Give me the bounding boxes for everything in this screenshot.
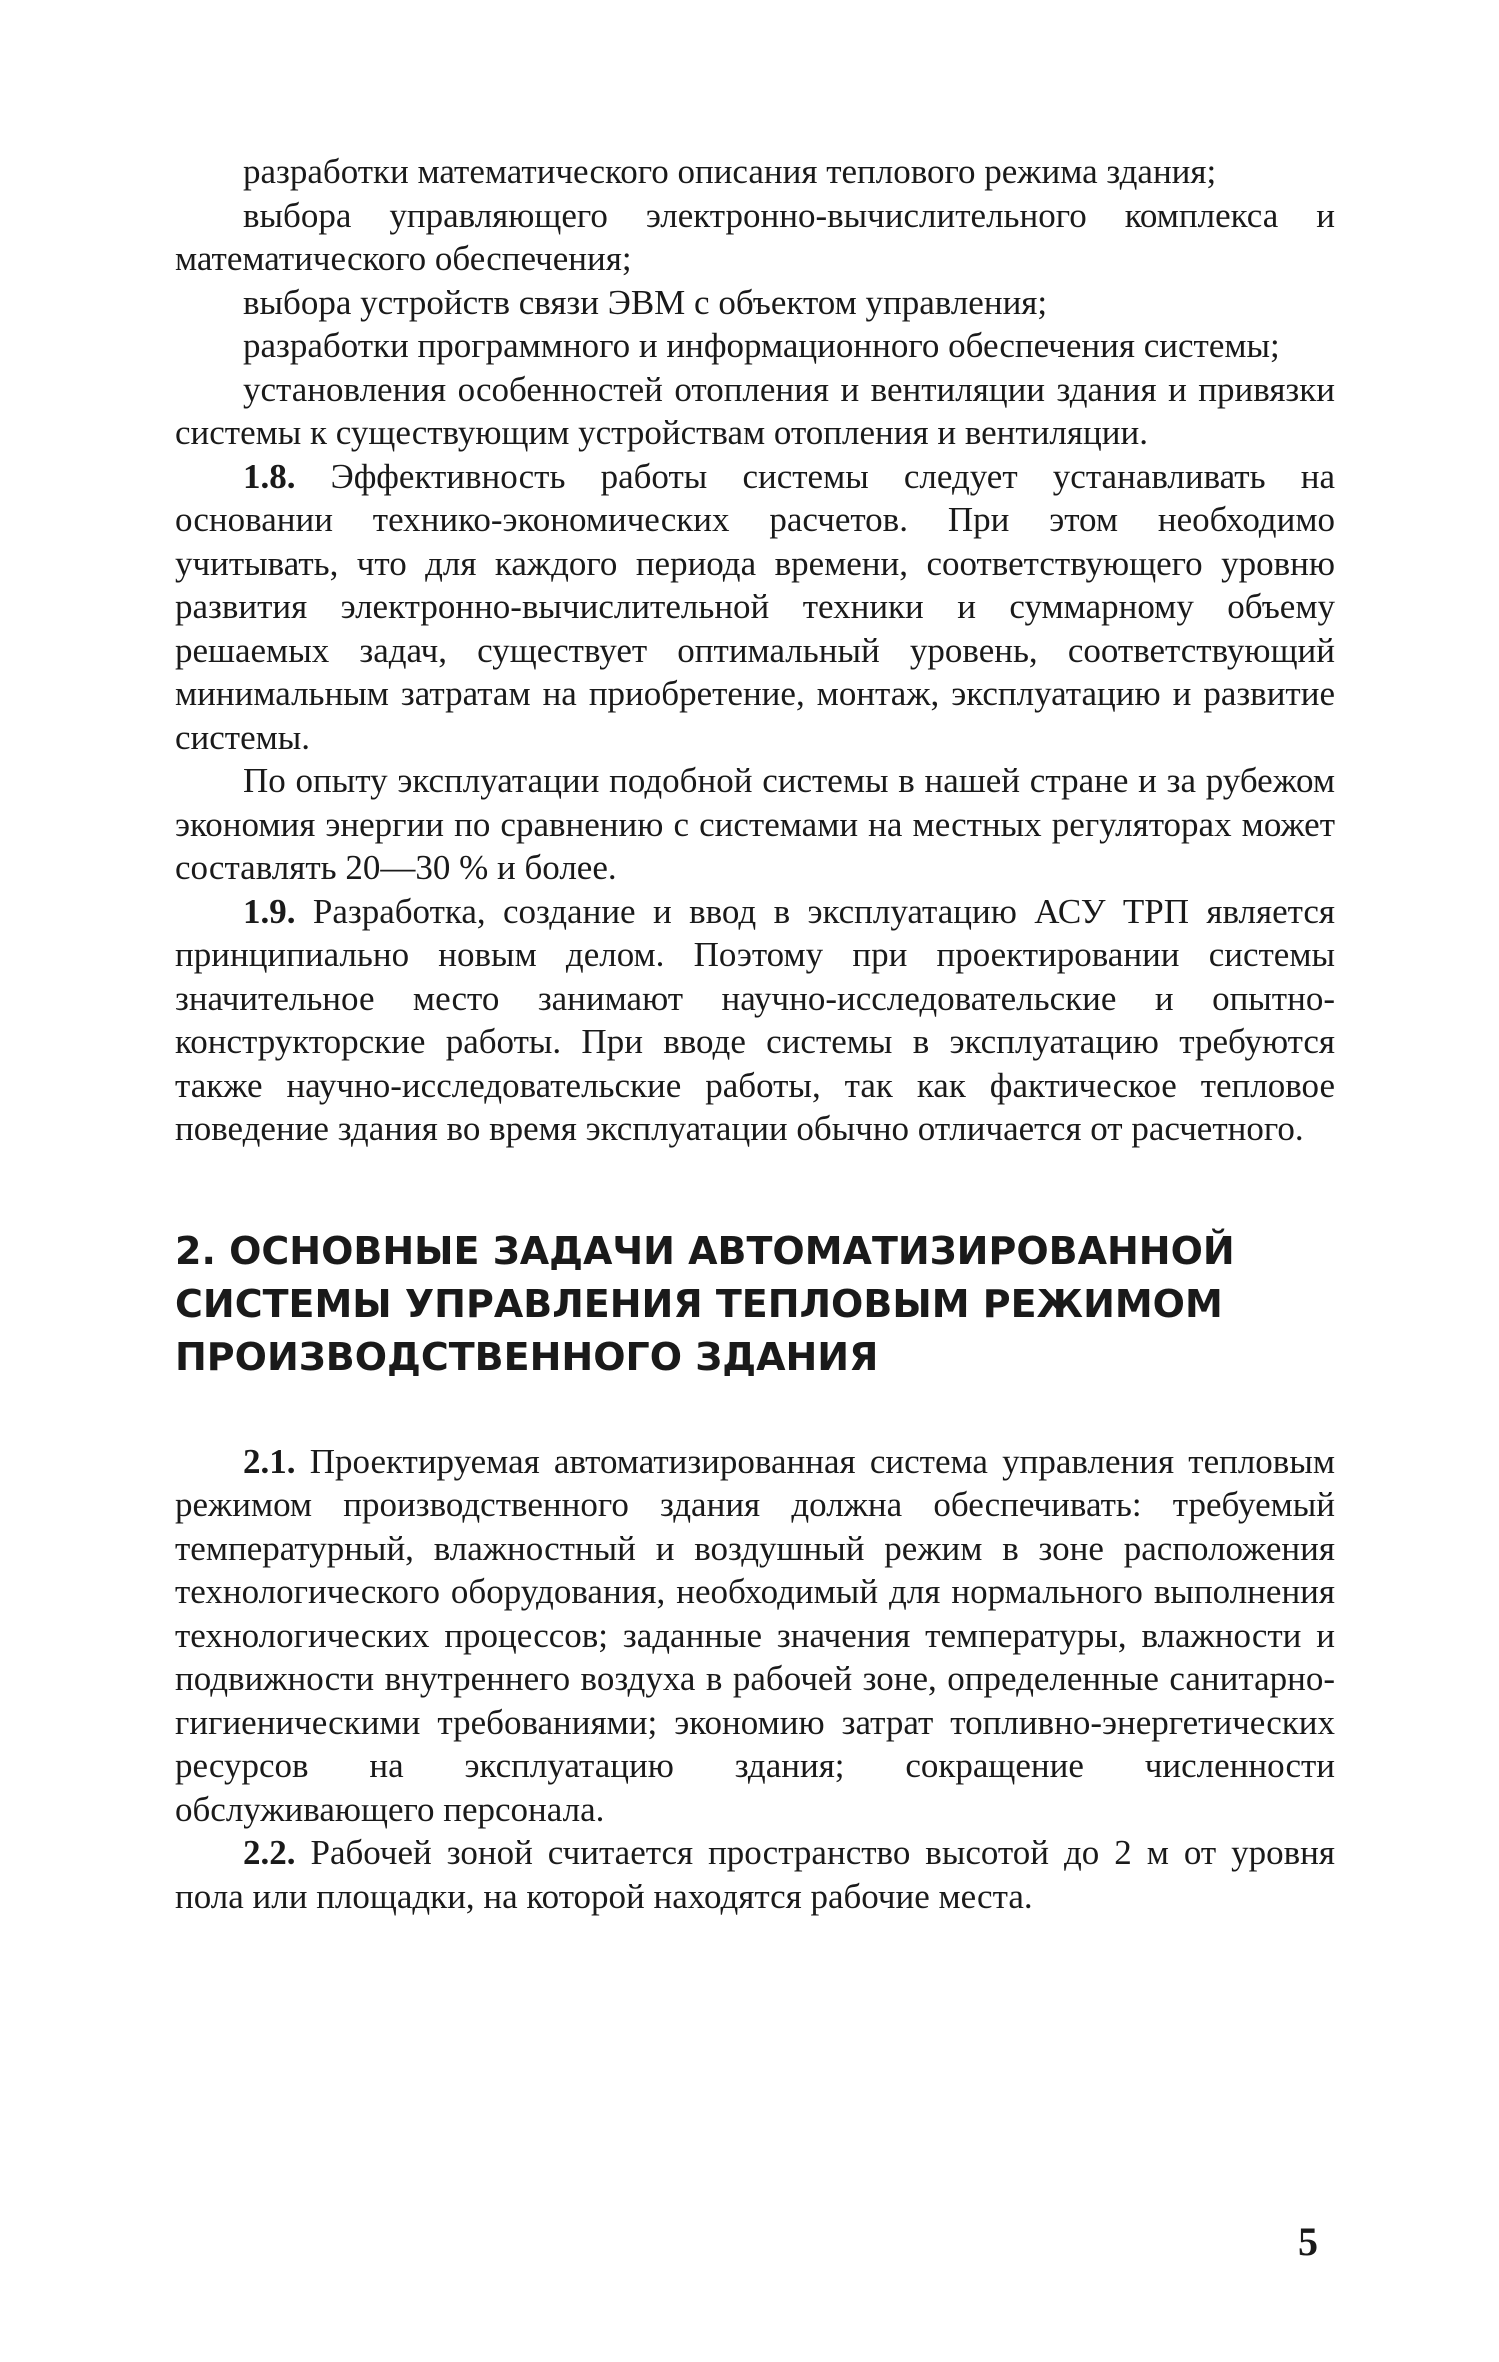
paragraph-1-9 (175, 890, 1335, 1151)
paragraph-2-2 (175, 1831, 1335, 1918)
section-heading-line: 2. ОСНОВНЫЕ ЗАДАЧИ АВТОМАТИЗИРОВАННОЙ (175, 1228, 1235, 1273)
clause-number: 2.2. (243, 1833, 296, 1872)
clause-number: 2.1. (243, 1441, 296, 1481)
page-body (175, 150, 1335, 1918)
list-item: разработки математического описания теплового режима здания; (243, 152, 1217, 191)
section-heading-line: ПРОИЗВОДСТВЕННОГО ЗДАНИЯ (175, 1334, 879, 1379)
list-item: разработки программного и информационного обеспечения системы; (243, 326, 1280, 365)
list-item: выбора устройств связи ЭВМ с объектом управления; (243, 282, 1048, 322)
paragraph-1-8 (175, 455, 1335, 760)
paragraph-energy-savings (175, 759, 1335, 890)
list-item: установления особенностей отопления и вентиляции здания и привязки системы к существующим устройствам отопления и вентиляции. (175, 369, 1335, 452)
page-number: 5 (1298, 2219, 1318, 2264)
paragraph-2-1 (175, 1440, 1335, 1832)
paragraph-text: Эффективность работы системы следует устанавливать на основании технико-экономических расчетов. При этом необходимо учитывать, что для каждого периода времени, соответствующего уровню развития электронно-вычислительной техники и суммарному объему решаемых задач, существует оптимальный уровень, соответствующий минимальным затратам на приобретение, монтаж, эксплуатацию и развитие системы. (175, 456, 1335, 757)
paragraph-text: Рабочей зоной считается пространство высотой до 2 м от уровня пола или площадки, на которой находятся рабочие места. (175, 1833, 1335, 1916)
paragraph-text: Проектируемая автоматизированная система управления тепловым режимом производственного здания должна обеспечивать: требуемый температурный, влажностный и воздушный режим в зоне расположения технологического оборудования, необходимый для нормального выполнения технологических процессов; заданные значения температуры, влажности и подвижности внутреннего воздуха в рабочей зоне, определенные санитарно-гигиеническими требованиями; экономию затрат топливно-энергетических ресурсов на эксплуатацию здания; сокращение численности обслуживающего персонала. (175, 1441, 1335, 1829)
clause-number: 1.9. (243, 891, 296, 931)
list-item: выбора управляющего электронно-вычислительного комплекса и математического обеспечения; (175, 195, 1335, 278)
section-heading-line: СИСТЕМЫ УПРАВЛЕНИЯ ТЕПЛОВЫМ РЕЖИМОМ (175, 1281, 1223, 1326)
paragraph-text: По опыту эксплуатации подобной системы в нашей стране и за рубежом экономия энергии по сравнению с системами на местных регуляторах может составлять 20—30 % и более. (175, 761, 1335, 887)
paragraph-text: Разработка, создание и ввод в эксплуатацию АСУ ТРП является принципиально новым делом. Поэтому при проектировании системы значительное место занимают научно-исследовательские и опытно-конструкторские работы. При вводе системы в эксплуатацию требуются также научно-исследовательские работы, так как фактическое тепловое поведение здания во время эксплуатации обычно отличается от расчетного. (175, 891, 1335, 1148)
clause-number: 1.8. (243, 456, 296, 496)
section-heading (175, 1225, 1335, 1384)
